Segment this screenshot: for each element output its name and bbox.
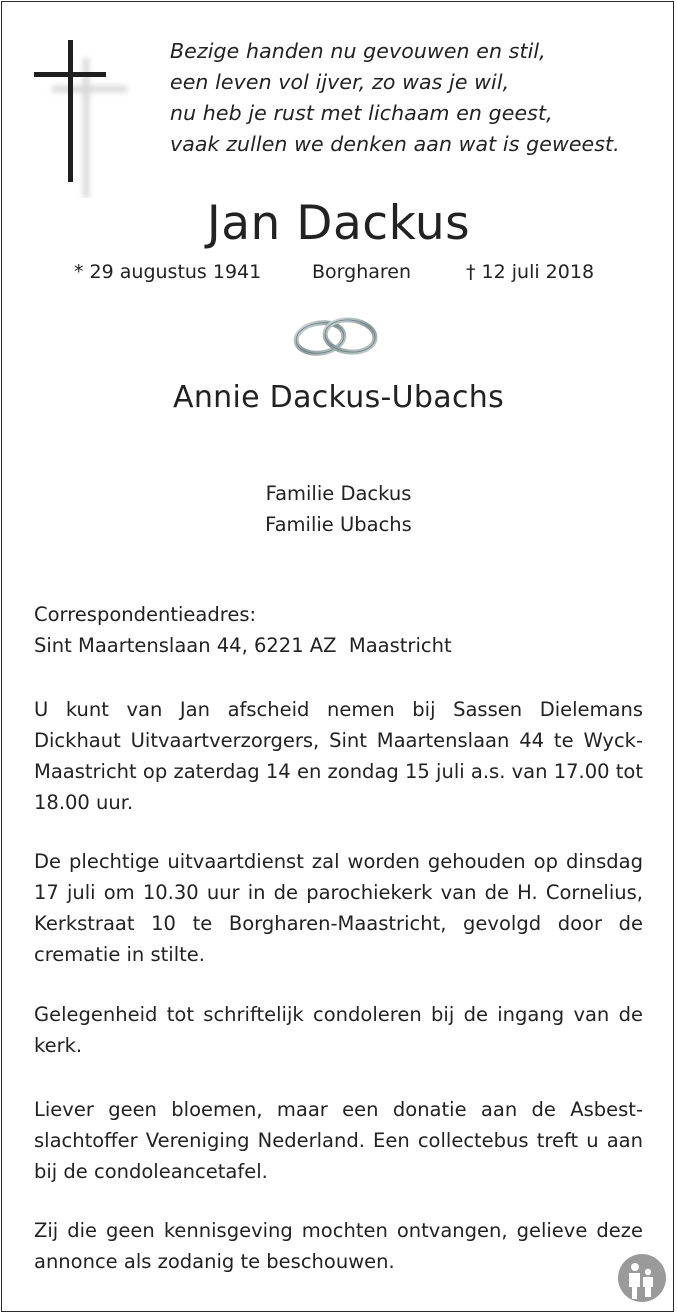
condolence-paragraph: Gelegenheid tot schriftelijk condoleren bij de ingang van de kerk.	[34, 1003, 643, 1057]
family-list	[0, 478, 677, 540]
cross-icon	[32, 38, 132, 198]
service-paragraph: De plechtige uitvaartdienst zal worden gehouden op dinsdag 17 juli om 10.30 uur in de parochiekerk van de H. Cornelius, Kerkstraat 10 te Borgharen-Maastricht, gevolgd door de crematie in stilte.	[34, 850, 643, 966]
family-name: Familie Dackus	[265, 482, 412, 505]
poem-line: een leven vol ijver, zo was je wil,	[170, 70, 510, 94]
address-line: Sint Maartenslaan 44, 6221 AZ Maastricht	[34, 634, 452, 657]
poem-line: nu heb je rust met lichaam en geest,	[170, 101, 553, 125]
poem	[170, 36, 650, 160]
wedding-rings-icon	[290, 314, 382, 360]
death-date: † 12 juli 2018	[466, 261, 595, 283]
poem-line: Bezige handen nu gevouwen en stil,	[170, 39, 546, 63]
donation-paragraph: Liever geen bloemen, maar een donatie aan de Asbestslachtoffer Vereniging Nederland. Een collectebus treft u aan bij de condoleancetafel.	[34, 1098, 643, 1183]
deceased-name: Jan Dackus	[206, 196, 471, 251]
birth-date: * 29 augustus 1941	[74, 261, 262, 283]
poem-line: vaak zullen we denken aan wat is geweest.	[170, 132, 620, 156]
spouse-name: Annie Dackus-Ubachs	[173, 380, 504, 415]
birth-place: Borgharen	[312, 261, 412, 283]
notice-paragraph: Zij die geen kennisgeving mochten ontvangen, gelieve deze annonce als zodanig te beschouwen.	[34, 1219, 643, 1273]
family-name: Familie Ubachs	[265, 513, 412, 536]
correspondence-label: Correspondentieadres:	[34, 603, 257, 626]
farewell-paragraph: U kunt van Jan afscheid nemen bij Sassen Dielemans Dickhaut Uitvaartverzorgers, Sint Maartenslaan 44 te Wyck-Maastricht op zaterdag 14 en zondag 15 juli a.s. van 17.00 tot 18.00 uur.	[34, 698, 643, 814]
correspondence-address	[34, 599, 643, 661]
life-dates	[0, 257, 677, 287]
figures-logo-icon	[617, 1253, 667, 1303]
